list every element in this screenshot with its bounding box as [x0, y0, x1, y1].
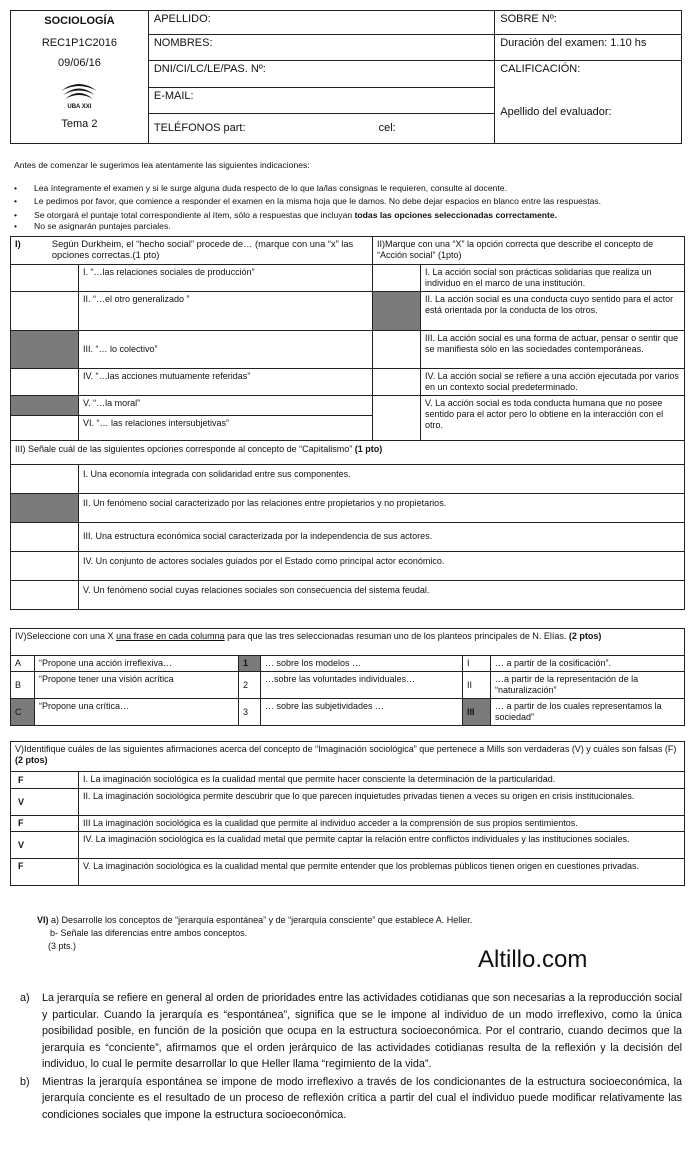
q1-number: I)	[15, 239, 21, 249]
q4-col1-key[interactable]: A	[11, 656, 35, 672]
q4-col3-option: …a partir de la representación de la “naturalización”	[491, 672, 685, 699]
instructions	[14, 159, 684, 231]
email-field[interactable]: E-MAIL:	[148, 87, 494, 113]
q5-statement: III La imaginación sociológica es la cualidad que permite al individuo acceder a la comprensión de sus propios sentimientos.	[79, 816, 685, 832]
telefonos-field[interactable]	[148, 113, 494, 143]
q4-col2-key[interactable]: 3	[239, 699, 261, 726]
instruction-item: • Lea íntegramente el examen y si le surge alguna duda respecto de lo que la/las consignas le requieren, consulte al docente.	[14, 182, 684, 196]
instruction-item-bold: todas las opciones seleccionadas correctamente.	[354, 209, 558, 220]
q6-line-a	[37, 914, 637, 927]
q4-col3-key[interactable]: II	[463, 672, 491, 699]
q2-option: IV. La acción social se refiere a una acción ejecutada por varios en un contexto social predeterminado.	[421, 369, 685, 396]
q3-points: (1 pto)	[354, 444, 383, 454]
q4-col3-option: … a partir de la cosificación”.	[491, 656, 685, 672]
q2-mark-box[interactable]	[373, 265, 421, 292]
q4-title-pre: IV)Seleccione con una X	[15, 631, 117, 641]
questions-1-2	[10, 236, 685, 441]
answer-label: b)	[20, 1075, 30, 1088]
q6-line-a-text: a) Desarrolle los conceptos de “jerarquía espontánea” y de “jerarquía consciente” que establece A. Heller.	[48, 915, 473, 925]
uba-logo-icon	[57, 79, 101, 103]
calificacion-label: CALIFICACIÓN:	[500, 63, 581, 76]
cel-label: cel:	[378, 121, 396, 134]
answer-text: Mientras la jerarquía espontánea se impone de modo irreflexivo a través de los condicionantes de la estructura socioeconómica, la jerarquía conciente es el resultado de un proceso de reflexión crítica a partir del cual el individuo puede modificar relativamente las condiciones sociales que impone la estructura socioeconómica.	[42, 1075, 682, 1121]
q1-mark-box[interactable]	[11, 416, 79, 441]
q4-col1-key[interactable]: B	[11, 672, 35, 699]
sobre-field[interactable]: SOBRE Nº:	[495, 11, 682, 35]
q5-title-text: V)Identifique cuáles de las siguientes afirmaciones acerca del concepto de “Imaginación sociológica” que pertenece a Mills son verdaderas (V) y cuáles son falsas (F)	[15, 744, 677, 754]
answer-item	[20, 990, 682, 1073]
q3-mark-box-selected[interactable]	[11, 494, 79, 523]
exam-date: 09/06/16	[58, 57, 101, 69]
q6-number: VI)	[37, 915, 49, 925]
q1-option: I. “…las relaciones sociales de producción”	[79, 265, 373, 292]
question-4	[10, 628, 685, 726]
telefonos-label: TELÉFONOS part:	[153, 121, 246, 134]
q5-mark[interactable]: F	[11, 859, 79, 886]
q1-option: V. “…la moral”	[79, 396, 373, 416]
q3-title	[11, 441, 685, 465]
q2-title: II)Marque con una “X” la opción correcta que describe el concepto de “Acción social” (1pto)	[373, 237, 685, 265]
q3-option: II. Un fenómeno social caracterizado por las relaciones entre propietarios y no propietarios.	[79, 494, 685, 523]
q3-option: V. Un fenómeno social cuyas relaciones sociales son consecuencia del sistema feudal.	[79, 581, 685, 610]
q5-statement: IV. La imaginación sociológica es la cualidad metal que permite captar la relación entre conflictos individuales y las instituciones sociales.	[79, 832, 685, 859]
q1-mark-box-selected[interactable]	[11, 396, 79, 416]
q4-title-underlined: una frase en cada columna	[116, 631, 225, 641]
q6-line-b: b- Señale las diferencias entre ambos conceptos.	[50, 928, 248, 938]
q4-col3-key-selected[interactable]: III	[463, 699, 491, 726]
instruction-item-text: Se otorgará el puntaje total correspondiente al ítem, sólo a respuestas que incluyan	[34, 209, 355, 220]
exam-header	[10, 10, 682, 144]
instruction-item: • Le pedimos por favor, que comience a responder el examen en la misma hoja que le damos. No debe dejar espacios en blanco entre las respuestas.	[14, 195, 684, 209]
question-3	[10, 440, 685, 610]
q1-option: VI. “… las relaciones intersubjetivas”	[79, 416, 373, 441]
apellido-field[interactable]: APELLIDO:	[148, 11, 494, 35]
q3-title-text: III) Señale cuál de las siguientes opciones corresponde al concepto de “Capitalismo”	[15, 444, 353, 454]
q4-col1-option: “Propone una acción irreflexiva…	[35, 656, 239, 672]
q2-option: III. La acción social es una forma de actuar, pensar o sentir que se manifiesta sólo en las sociedades contemporáneas.	[421, 331, 685, 369]
q5-title	[11, 742, 685, 772]
q4-col3-key[interactable]: I	[463, 656, 491, 672]
q4-col2-key[interactable]: 2	[239, 672, 261, 699]
q5-mark[interactable]: F	[11, 772, 79, 789]
q1-mark-box[interactable]	[11, 292, 79, 331]
subject-name: SOCIOLOGÍA	[44, 15, 115, 27]
q3-mark-box[interactable]	[11, 581, 79, 610]
q5-mark[interactable]: V	[11, 789, 79, 816]
answers	[20, 990, 682, 1124]
duracion-label: Duración del examen: 1.10 hs	[495, 35, 682, 61]
q5-points: (2 ptos)	[15, 755, 48, 765]
exam-code: REC1P1C2016	[41, 37, 118, 49]
q2-mark-box-selected[interactable]	[373, 292, 421, 331]
q4-title-post: para que las tres seleccionadas resuman uno de los planteos principales de N. Elías.	[224, 631, 567, 641]
q1-mark-box[interactable]	[11, 369, 79, 396]
q1-option: IV. “…las acciones mutuamente referidas”	[79, 369, 373, 396]
logo-text: UBA XXI	[67, 104, 92, 110]
instruction-item	[14, 209, 684, 223]
q3-mark-box[interactable]	[11, 552, 79, 581]
q1-option: III. “… lo colectivo”	[79, 331, 373, 369]
answer-label: a)	[20, 992, 30, 1004]
q2-mark-box[interactable]	[373, 396, 421, 441]
q6-points: (3 pts.)	[48, 941, 77, 951]
q1-mark-box-selected[interactable]	[11, 331, 79, 369]
instructions-intro: Antes de comenzar le sugerimos lea atentamente las siguientes indicaciones:	[14, 160, 310, 170]
q4-col1-key-selected[interactable]: C	[11, 699, 35, 726]
evaluador-label: Apellido del evaluador:	[500, 106, 612, 119]
q5-mark[interactable]: V	[11, 832, 79, 859]
exam-info-cell	[11, 11, 149, 144]
q2-option: I. La acción social son prácticas solidarias que realiza un individuo en el marco de una institución.	[421, 265, 685, 292]
q3-option: IV. Un conjunto de actores sociales guiados por el Estado como principal actor económico.	[79, 552, 685, 581]
instruction-item: • No se asignarán puntajes parciales.	[14, 222, 684, 231]
q5-mark[interactable]: F	[11, 816, 79, 832]
q5-statement: I. La imaginación sociológica es la cualidad mental que permite hacer consciente la determinación de la particularidad.	[79, 772, 685, 789]
answer-item	[20, 1074, 682, 1124]
q4-col3-option: … a partir de los cuales representamos la sociedad”	[491, 699, 685, 726]
answer-text: La jerarquía se refiere en general al orden de prioridades entre las actividades cotidianas que son necesarias a la reproducción social y particular. Cuando la jerarquía es “espontánea”, significa que se le impone al individuo de un modo irreflexivo, como la única posibilidad posible, en función de la posición que ocupa en la estructura socioeconómica. Por el contrario, cuando decimos que la jerarquía es “conciente”, afirmamos que el orden jerárquico de las actividades cotidianas resulta de la reflexión y la decisión del individuo, lo cual le permite desarrollar lo que Heller llama “regimiento de la vida”.	[42, 992, 682, 1070]
q4-col1-option: “Propone tener una visión acrítica	[35, 672, 239, 699]
nombres-field[interactable]: NOMBRES:	[148, 35, 494, 61]
q2-option: V. La acción social es toda conducta humana que no posee sentido para el actor pero lo obtiene en la interacción con el otro.	[421, 396, 685, 441]
q3-option: I. Una economía integrada con solidaridad entre sus componentes.	[79, 465, 685, 494]
q4-title	[11, 629, 685, 656]
q5-statement: V. La imaginación sociológica es la cualidad mental que permite entender que los problemas públicos tienen origen en cuestiones privadas.	[79, 859, 685, 886]
tema-label: Tema 2	[61, 118, 98, 130]
q2-mark-box[interactable]	[373, 369, 421, 396]
q3-mark-box[interactable]	[11, 523, 79, 552]
q2-option: II. La acción social es una conducta cuyo sentido para el actor está orientada por la conducta de los otros.	[421, 292, 685, 331]
dni-field[interactable]: DNI/CI/LC/LE/PAS. Nº:	[148, 61, 494, 87]
q1-option: II. “…el otro generalizado ”	[79, 292, 373, 331]
q2-mark-box[interactable]	[373, 331, 421, 369]
q4-col2-option: … sobre las subjetividades …	[261, 699, 463, 726]
q4-col2-option: … sobre los modelos …	[261, 656, 463, 672]
q4-col2-option: …sobre las voluntades individuales…	[261, 672, 463, 699]
q5-statement: II. La imaginación sociológica permite descubrir que lo que parecen inquietudes privadas tienen a veces su origen en crisis institucionales.	[79, 789, 685, 816]
q3-option: III. Una estructura económica social caracterizada por la independencia de sus actores.	[79, 523, 685, 552]
watermark-text: Altillo.com	[478, 946, 588, 973]
q1-title-text: Según Durkheim, el “hecho social” procede de… (marque con una “x” las opciones correctas.(1 pto)	[51, 239, 354, 260]
q1-title	[11, 237, 373, 265]
q4-col1-option: “Propone una crítica…	[35, 699, 239, 726]
q3-mark-box[interactable]	[11, 465, 79, 494]
q4-col2-key-selected[interactable]: 1	[239, 656, 261, 672]
question-5	[10, 741, 685, 886]
q1-mark-box[interactable]	[11, 265, 79, 292]
calificacion-cell	[495, 61, 682, 144]
q4-points: (2 ptos)	[568, 631, 602, 641]
